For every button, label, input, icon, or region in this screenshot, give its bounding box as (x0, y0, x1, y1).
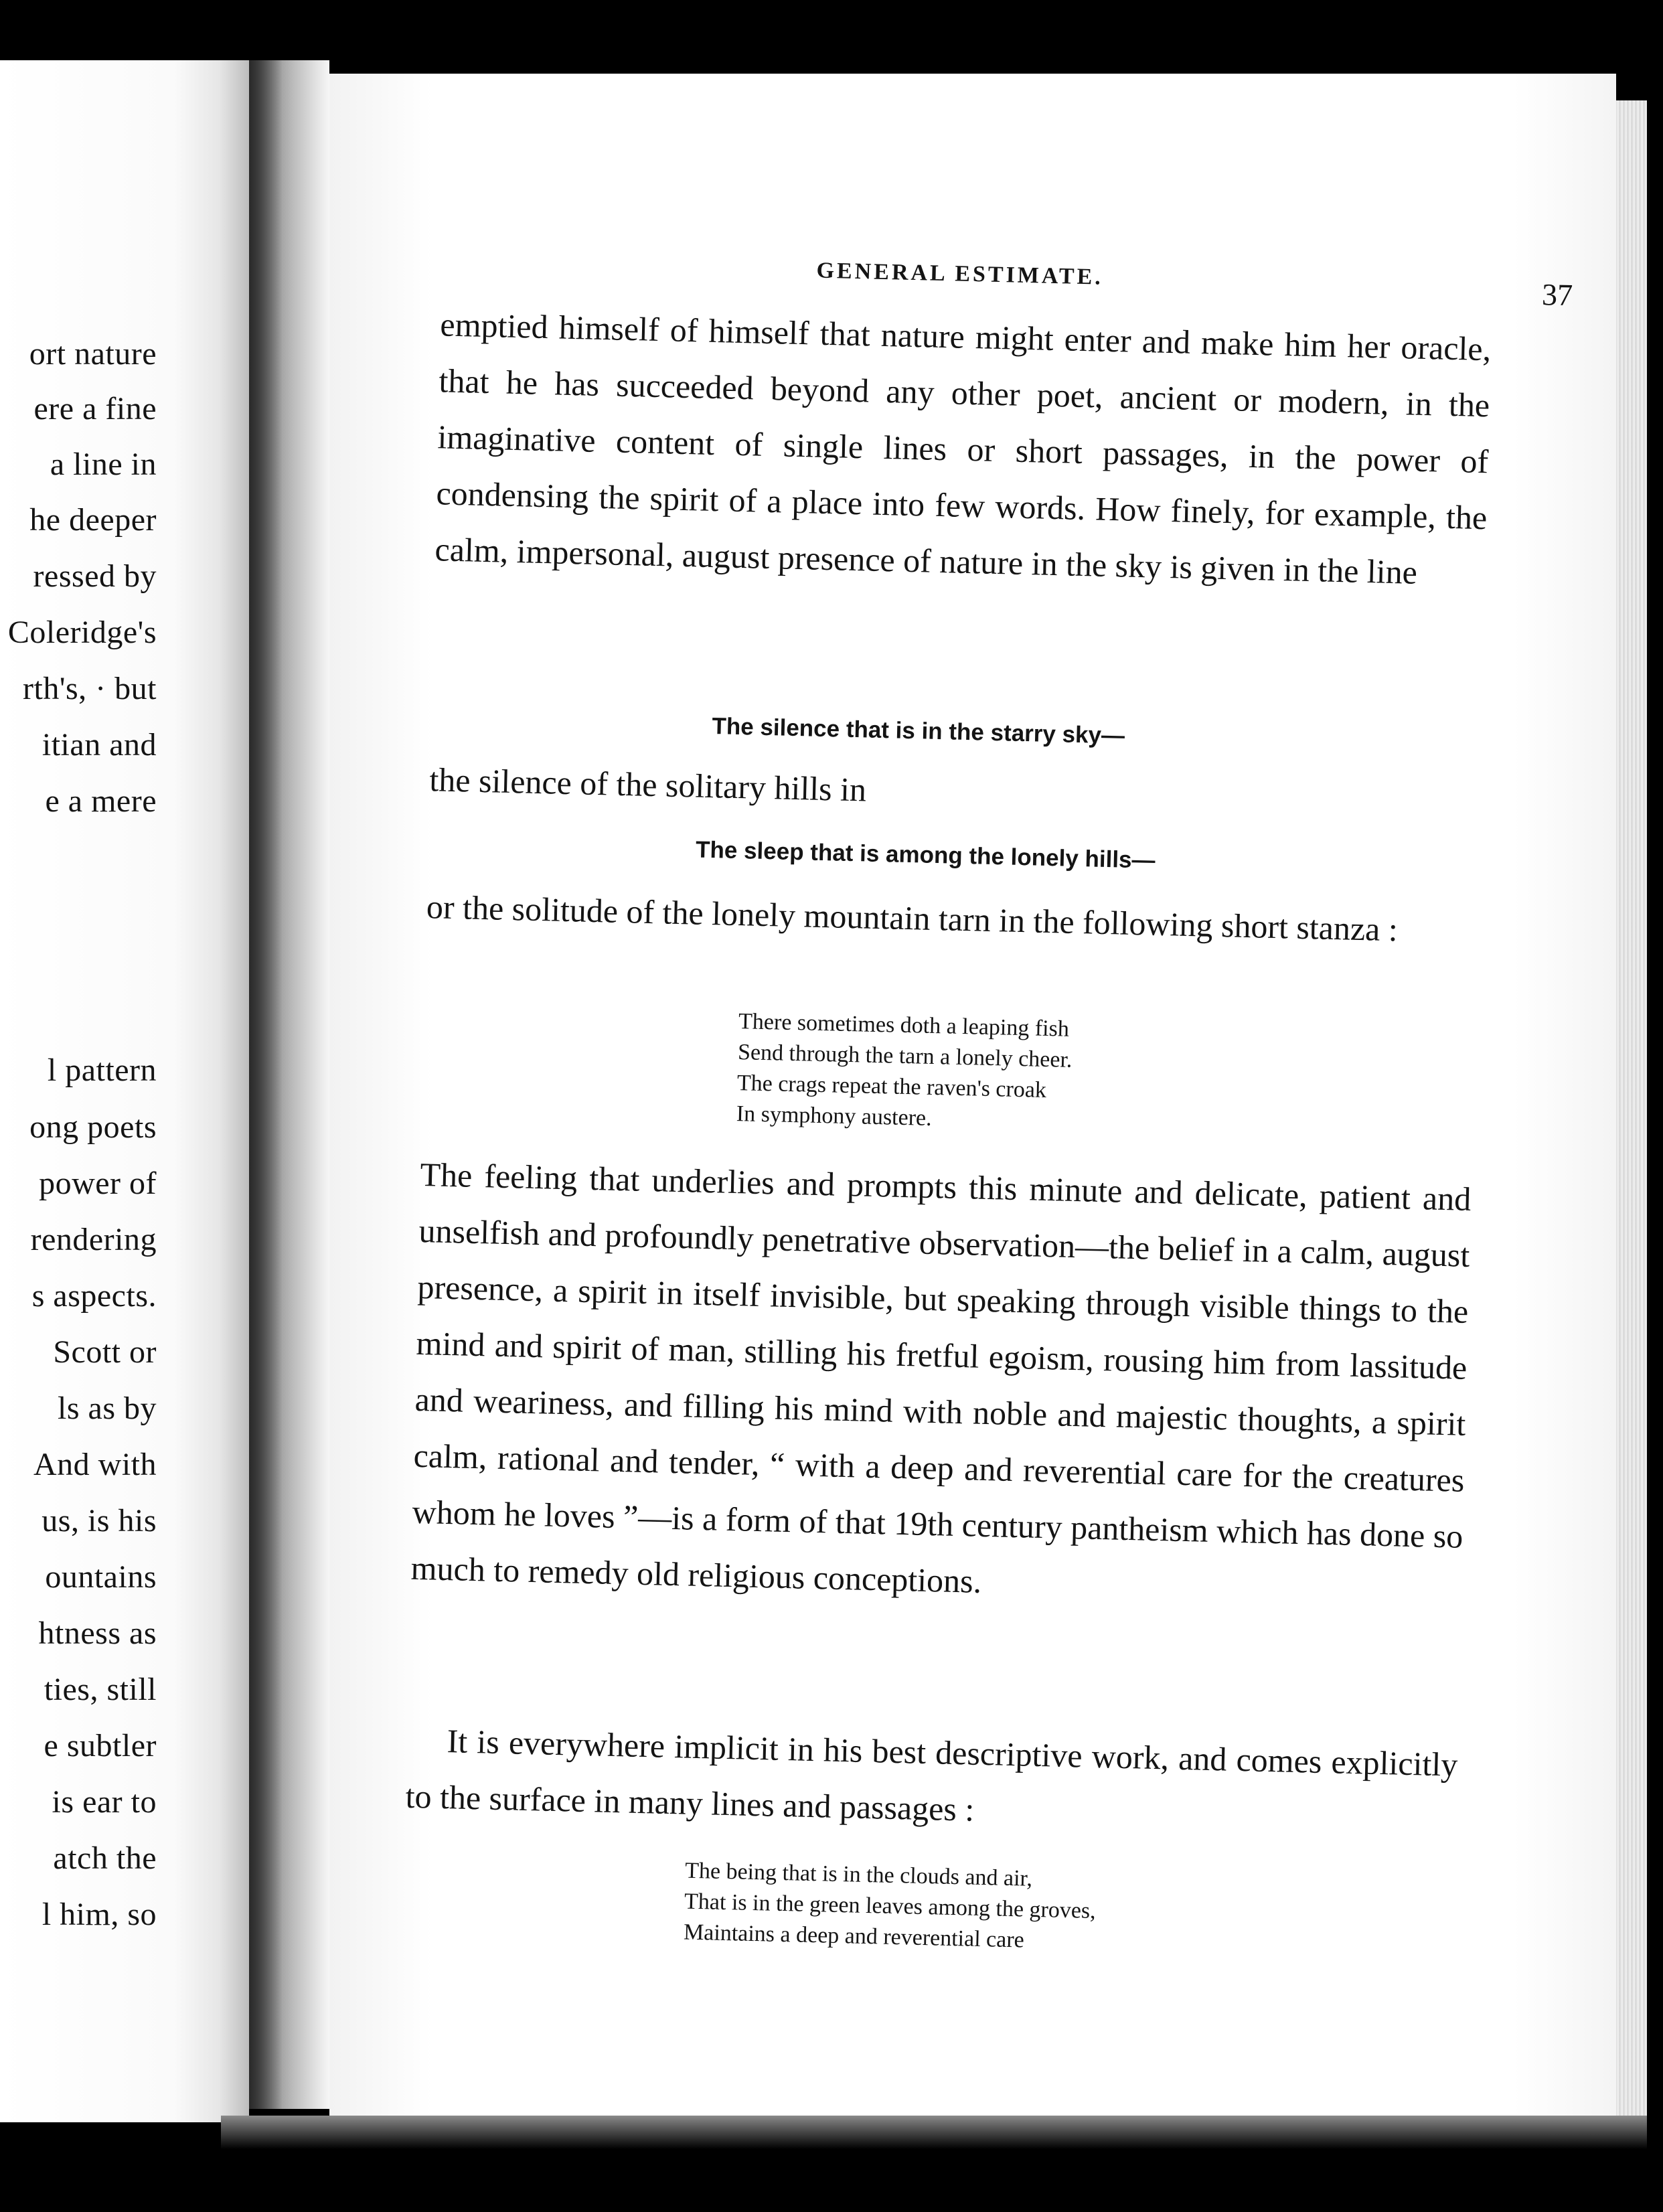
left-page-line: l him, so (42, 1897, 157, 1932)
bottom-shadow (221, 2116, 1647, 2149)
page-stack-edge (1616, 100, 1647, 2122)
left-page-line: ressed by (33, 558, 157, 594)
left-page-line: ong poets (29, 1109, 157, 1145)
stanza-line: There sometimes doth a leaping fish (738, 1009, 1070, 1042)
left-page-line: ties, still (44, 1672, 157, 1707)
left-page-line: atch the (53, 1840, 157, 1876)
left-page-line: ort nature (29, 336, 157, 372)
left-page-line: s aspects. (31, 1278, 157, 1314)
left-page-line: us, is his (42, 1503, 157, 1538)
left-page-line: htness as (38, 1615, 157, 1651)
left-page-line: is ear to (52, 1784, 157, 1820)
stanza-line: The crags repeat the raven's croak (736, 1071, 1047, 1103)
left-page-line: Coleridge's (7, 615, 157, 650)
stanza-line: The being that is in the clouds and air, (684, 1858, 1033, 1891)
left-page-line: ls as by (58, 1391, 157, 1426)
left-page-line: itian and (42, 727, 157, 763)
left-page-line: Scott or (53, 1334, 157, 1370)
left-page-line: power of (39, 1166, 157, 1201)
book-gutter-edge (249, 60, 283, 2109)
left-page-line: ere a fine (33, 391, 157, 426)
left-page-line: rth's, · but (23, 671, 157, 706)
left-page-line: e a mere (45, 783, 157, 819)
line-after-quote-1: the silence of the solitary hills in (428, 761, 867, 809)
quotation-starry-sky: The silence that is in the starry sky— (712, 713, 1125, 749)
stanza-being-in-clouds (684, 1856, 1097, 1958)
left-page-line: ountains (45, 1559, 157, 1595)
left-page-line: e subtler (44, 1728, 157, 1763)
stanza-line: Maintains a deep and reverential care (683, 1919, 1025, 1953)
left-page-line: he deeper (29, 502, 157, 538)
paragraph-4: It is everywhere implicit in his best descriptive work, and comes explicitly to the surface in many lines and passages : (405, 1722, 1458, 1828)
paragraph-3: The feeling that underlies and prompts this minute and delicate, patient and unselfish and profoundly penetrative observation—the belief in a calm, august presence, a spirit in itself invisible, but speaking through visible things to the mind and spirit of man, stilling his fretful egoism, rousing him from lassitude and weariness, and filling his mind with noble and majestic thoughts, a spirit calm, rational and tender, “ with a deep and reverential care for the creatures whom he loves ”—is a form of that 19th century pantheism which has done so much to remedy old religious conceptions. (410, 1155, 1472, 1600)
page-number: 37 (1541, 277, 1573, 313)
left-page-line: l pattern (47, 1052, 157, 1088)
left-page-line: a line in (50, 447, 157, 482)
stanza-line: In symphony austere. (736, 1101, 933, 1131)
paragraph-1: emptied himself of himself that nature might enter and make him her oracle, that he has succeeded beyond any other poet, ancient or modern, in the imaginative content of single lines or short passages, in the power of condensing the spirit of a place into few words. How finely, for example, the calm, impersonal, august presence of nature in the sky is given in the line (434, 305, 1492, 591)
paragraph-2: or the solitude of the lonely mountain tarn in the following short stanza : (426, 888, 1399, 949)
stanza-line: That is in the green leaves among the groves, (684, 1889, 1097, 1924)
running-head: GENERAL ESTIMATE. (816, 258, 1104, 290)
left-page-line: And with (33, 1447, 157, 1482)
left-facing-page (0, 60, 249, 2122)
quotation-lonely-hills: The sleep that is among the lonely hills— (695, 836, 1156, 874)
stanza-line: Send through the tarn a lonely cheer. (737, 1040, 1073, 1073)
left-page-line: rendering (30, 1222, 157, 1257)
stanza-leaping-fish (736, 1006, 1073, 1137)
